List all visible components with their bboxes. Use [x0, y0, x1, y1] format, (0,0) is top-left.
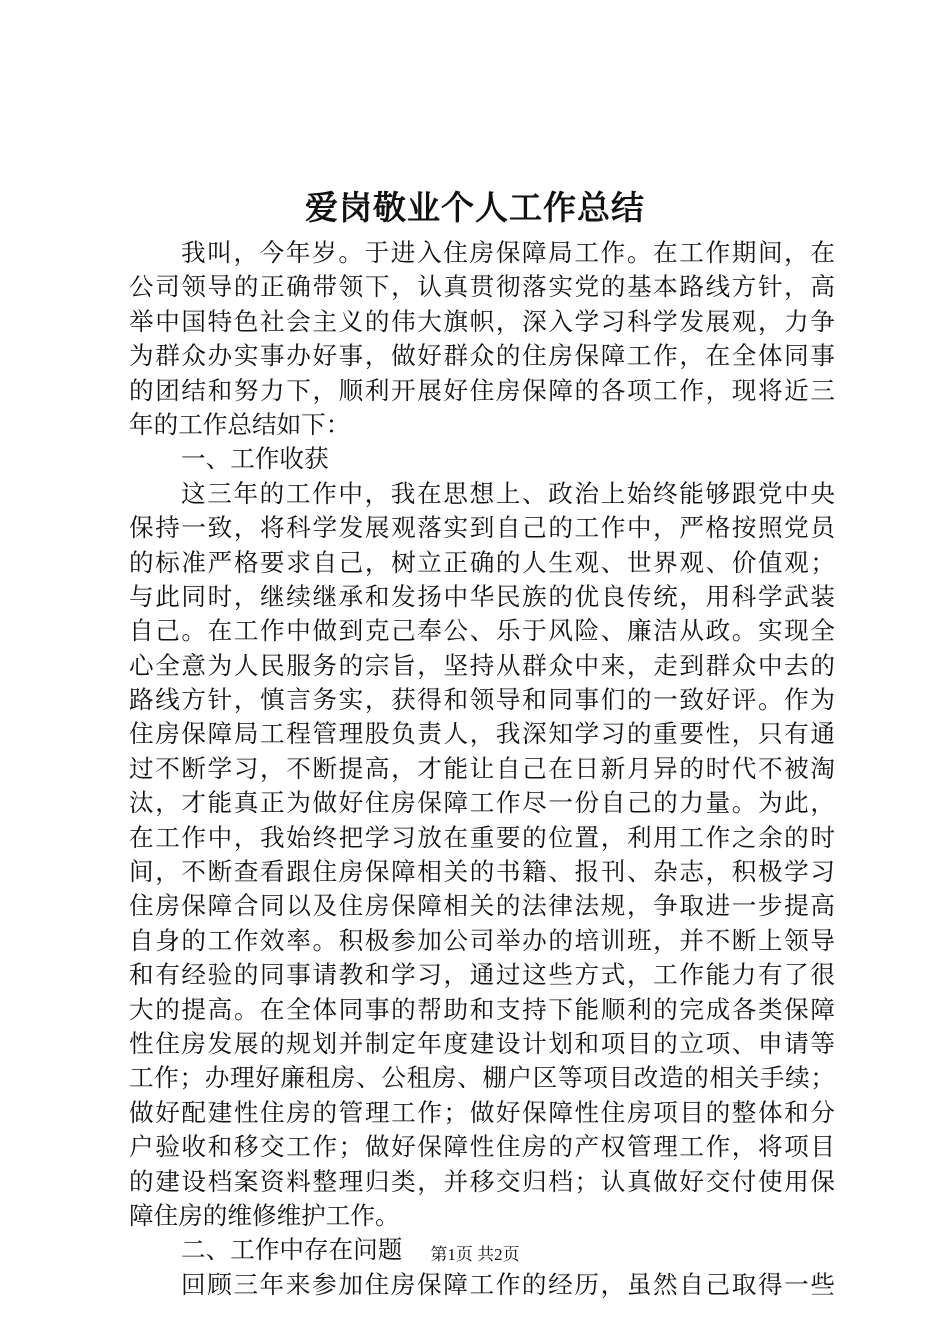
body-line: 过不断学习，不断提高，才能让自己在日新月异的时代不被淘	[129, 753, 835, 783]
body-line: 我叫，今年岁。于进入住房保障局工作。在工作期间，在	[181, 238, 835, 267]
body-line: 路线方针，慎言务实，获得和领导和同事们的一致好评。作为	[129, 685, 835, 715]
body-line: 住房保障合同以及住房保障相关的法律法规，争取进一步提高	[129, 891, 835, 921]
body-line: 心全意为人民服务的宗旨，坚持从群众中来，走到群众中去的	[129, 650, 835, 680]
body-line: 公司领导的正确带领下，认真贯彻落实党的基本路线方针，高	[129, 272, 835, 302]
body-line: 回顾三年来参加住房保障工作的经历，虽然自己取得一些	[181, 1269, 835, 1299]
section-heading-1: 一、工作收获	[181, 444, 329, 474]
body-line: 的标准严格要求自己，树立正确的人生观、世界观、价值观；	[129, 547, 835, 577]
body-line: 为群众办实事办好事，做好群众的住房保障工作，在全体同事	[129, 341, 835, 371]
body-line: 自身的工作效率。积极参加公司举办的培训班，并不断上领导	[129, 925, 835, 955]
body-line: 大的提高。在全体同事的帮助和支持下能顺利的完成各类保障	[129, 994, 835, 1024]
body-line: 障住房的维修维护工作。	[129, 1200, 400, 1230]
page-number-footer: 第1页 共2页	[430, 1245, 520, 1264]
body-line: 与此同时，继续继承和发扬中华民族的优良传统，用科学武装	[129, 581, 835, 611]
body-line: 做好配建性住房的管理工作；做好保障性住房项目的整体和分	[129, 1097, 835, 1127]
document-title: 爱岗敬业个人工作总结	[305, 188, 645, 227]
body-line: 户验收和移交工作；做好保障性住房的产权管理工作，将项目	[129, 1132, 835, 1162]
body-line: 性住房发展的规划并制定年度建设计划和项目的立项、申请等	[129, 1028, 835, 1058]
body-line: 的建设档案资料整理归类，并移交归档；认真做好交付使用保	[129, 1166, 835, 1196]
body-line: 保持一致，将科学发展观落实到自己的工作中，严格按照党员	[129, 513, 835, 543]
section-heading-2: 二、工作中存在问题	[181, 1235, 403, 1265]
body-line: 在工作中，我始终把学习放在重要的位置，利用工作之余的时	[129, 822, 835, 852]
body-line: 间，不断查看跟住房保障相关的书籍、报刊、杂志，积极学习	[129, 857, 835, 887]
body-line: 住房保障局工程管理股负责人，我深知学习的重要性，只有通	[129, 719, 835, 749]
body-line: 汰，才能真正为做好住房保障工作尽一份自己的力量。为此，	[129, 788, 835, 818]
body-line: 工作；办理好廉租房、公租房、棚户区等项目改造的相关手续；	[129, 1063, 835, 1093]
body-line: 举中国特色社会主义的伟大旗帜，深入学习科学发展观，力争	[129, 306, 835, 336]
body-line: 的团结和努力下，顺利开展好住房保障的各项工作，现将近三	[129, 375, 835, 405]
body-line: 和有经验的同事请教和学习，通过这些方式，工作能力有了很	[129, 960, 835, 990]
body-line: 自己。在工作中做到克己奉公、乐于风险、廉洁从政。实现全	[129, 616, 835, 646]
body-line: 年的工作总结如下：	[129, 409, 351, 439]
document-body	[129, 236, 835, 1302]
body-line: 这三年的工作中，我在思想上、政治上始终能够跟党中央	[181, 478, 835, 508]
